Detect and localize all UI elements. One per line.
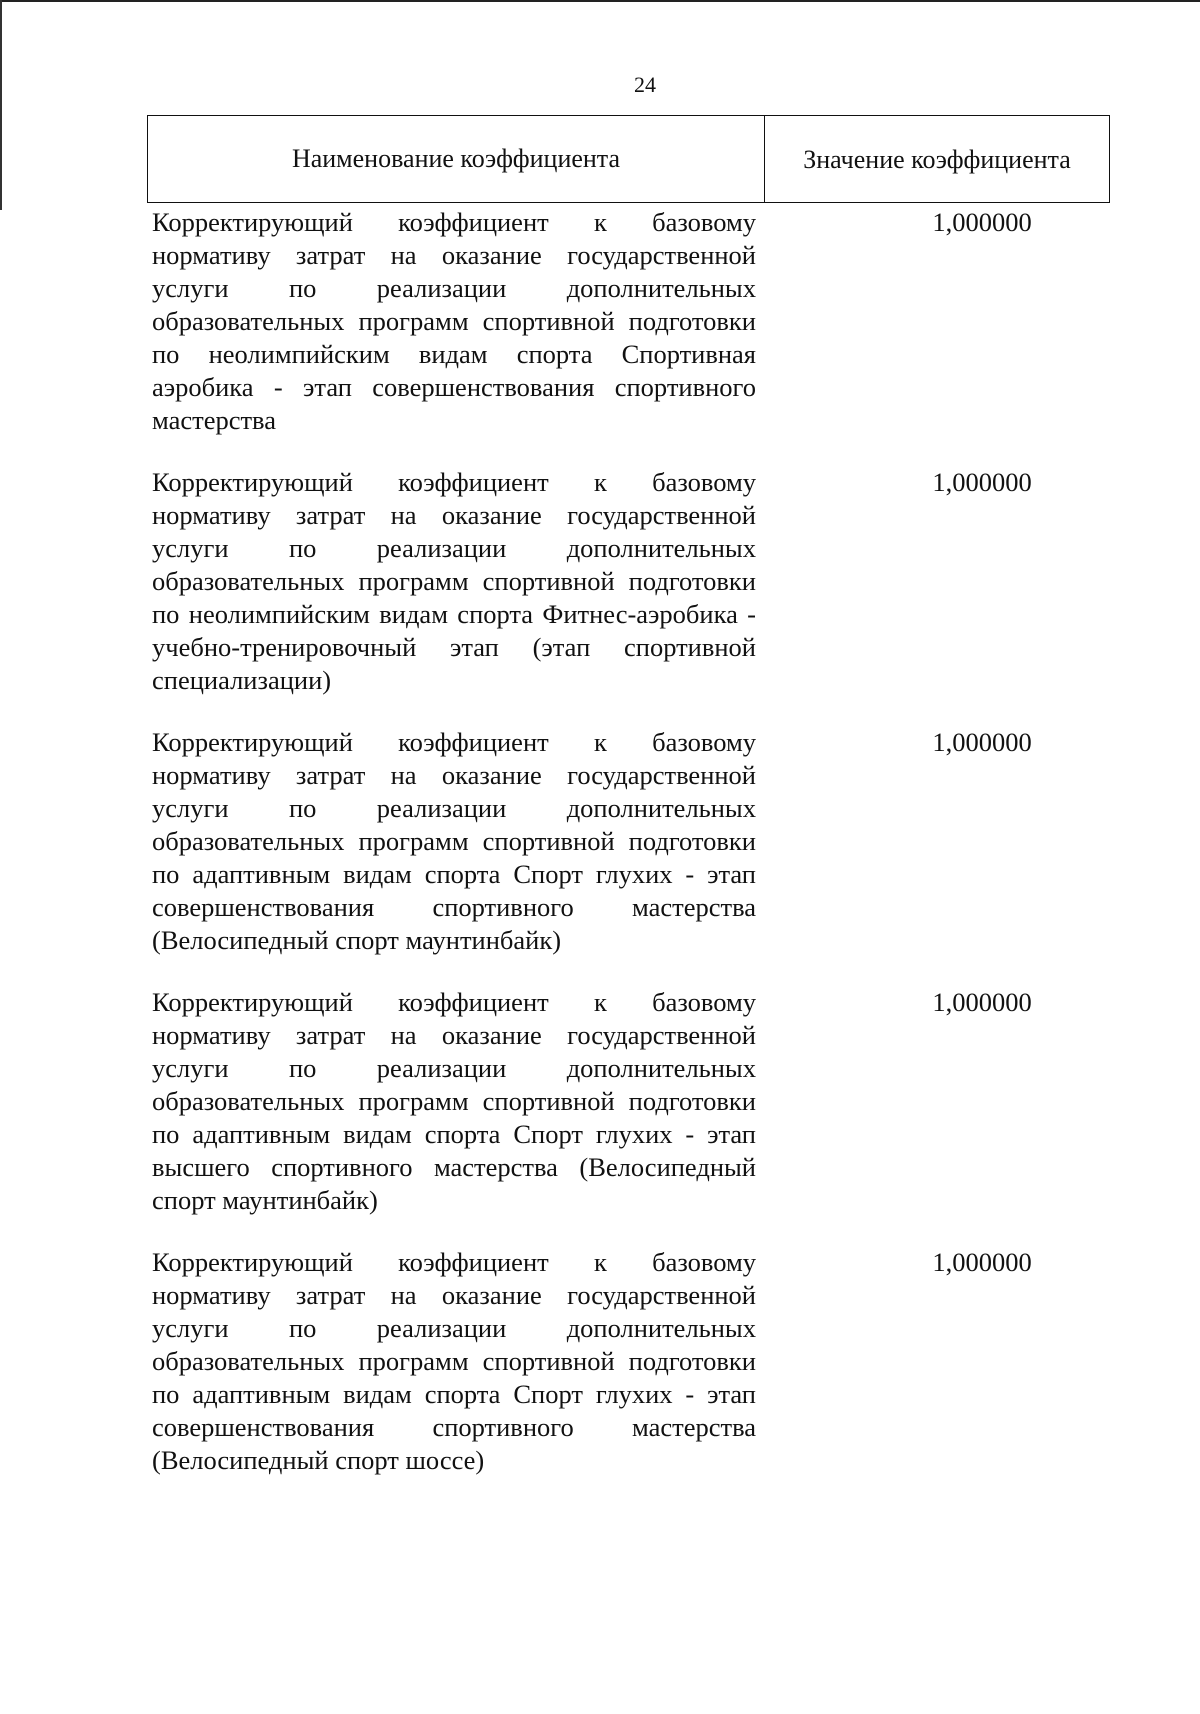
coefficient-value: 1,000000: [932, 207, 1032, 237]
coefficient-value: 1,000000: [932, 1247, 1032, 1277]
table-header: [147, 115, 1110, 203]
top-border-line: [0, 0, 1200, 2]
coefficient-name: Корректирующий коэффициент к базовому нормативу затрат на оказание государственной услуги по реализации дополнительных образовательных программ спортивной подготовки по неолимпийским видам спорта Спортивная аэробика - этап совершенствования спортивного мастерства: [152, 207, 756, 435]
header-coefficient-value: Значение коэффициента: [803, 144, 1071, 174]
header-coefficient-name: Наименование коэффициента: [148, 116, 765, 202]
coefficient-value: 1,000000: [932, 467, 1032, 497]
coefficient-name: Корректирующий коэффициент к базовому нормативу затрат на оказание государственной услуги по реализации дополнительных образовательных программ спортивной подготовки по адаптивным видам спорта Спорт глухих - этап совершенствования спортивного мастерства (Велосипедный спорт шоссе): [152, 1247, 756, 1475]
coefficient-name: Корректирующий коэффициент к базовому нормативу затрат на оказание государственной услуги по реализации дополнительных образовательных программ спортивной подготовки по адаптивным видам спорта Спорт глухих - этап высшего спортивного мастерства (Велосипедный спорт маунтинбайк): [152, 987, 756, 1215]
page-number: 24: [634, 72, 656, 97]
coefficient-name: Корректирующий коэффициент к базовому нормативу затрат на оказание государственной услуги по реализации дополнительных образовательных программ спортивной подготовки по адаптивным видам спорта Спорт глухих - этап совершенствования спортивного мастерства (Велосипедный спорт маунтинбайк): [152, 727, 756, 955]
coefficient-value: 1,000000: [932, 727, 1032, 757]
left-border-line: [0, 0, 2, 210]
coefficient-value: 1,000000: [932, 987, 1032, 1017]
coefficient-name: Корректирующий коэффициент к базовому нормативу затрат на оказание государственной услуги по реализации дополнительных образовательных программ спортивной подготовки по неолимпийским видам спорта Фитнес-аэробика - учебно-тренировочный этап (этап спортивной специализации): [152, 467, 756, 695]
